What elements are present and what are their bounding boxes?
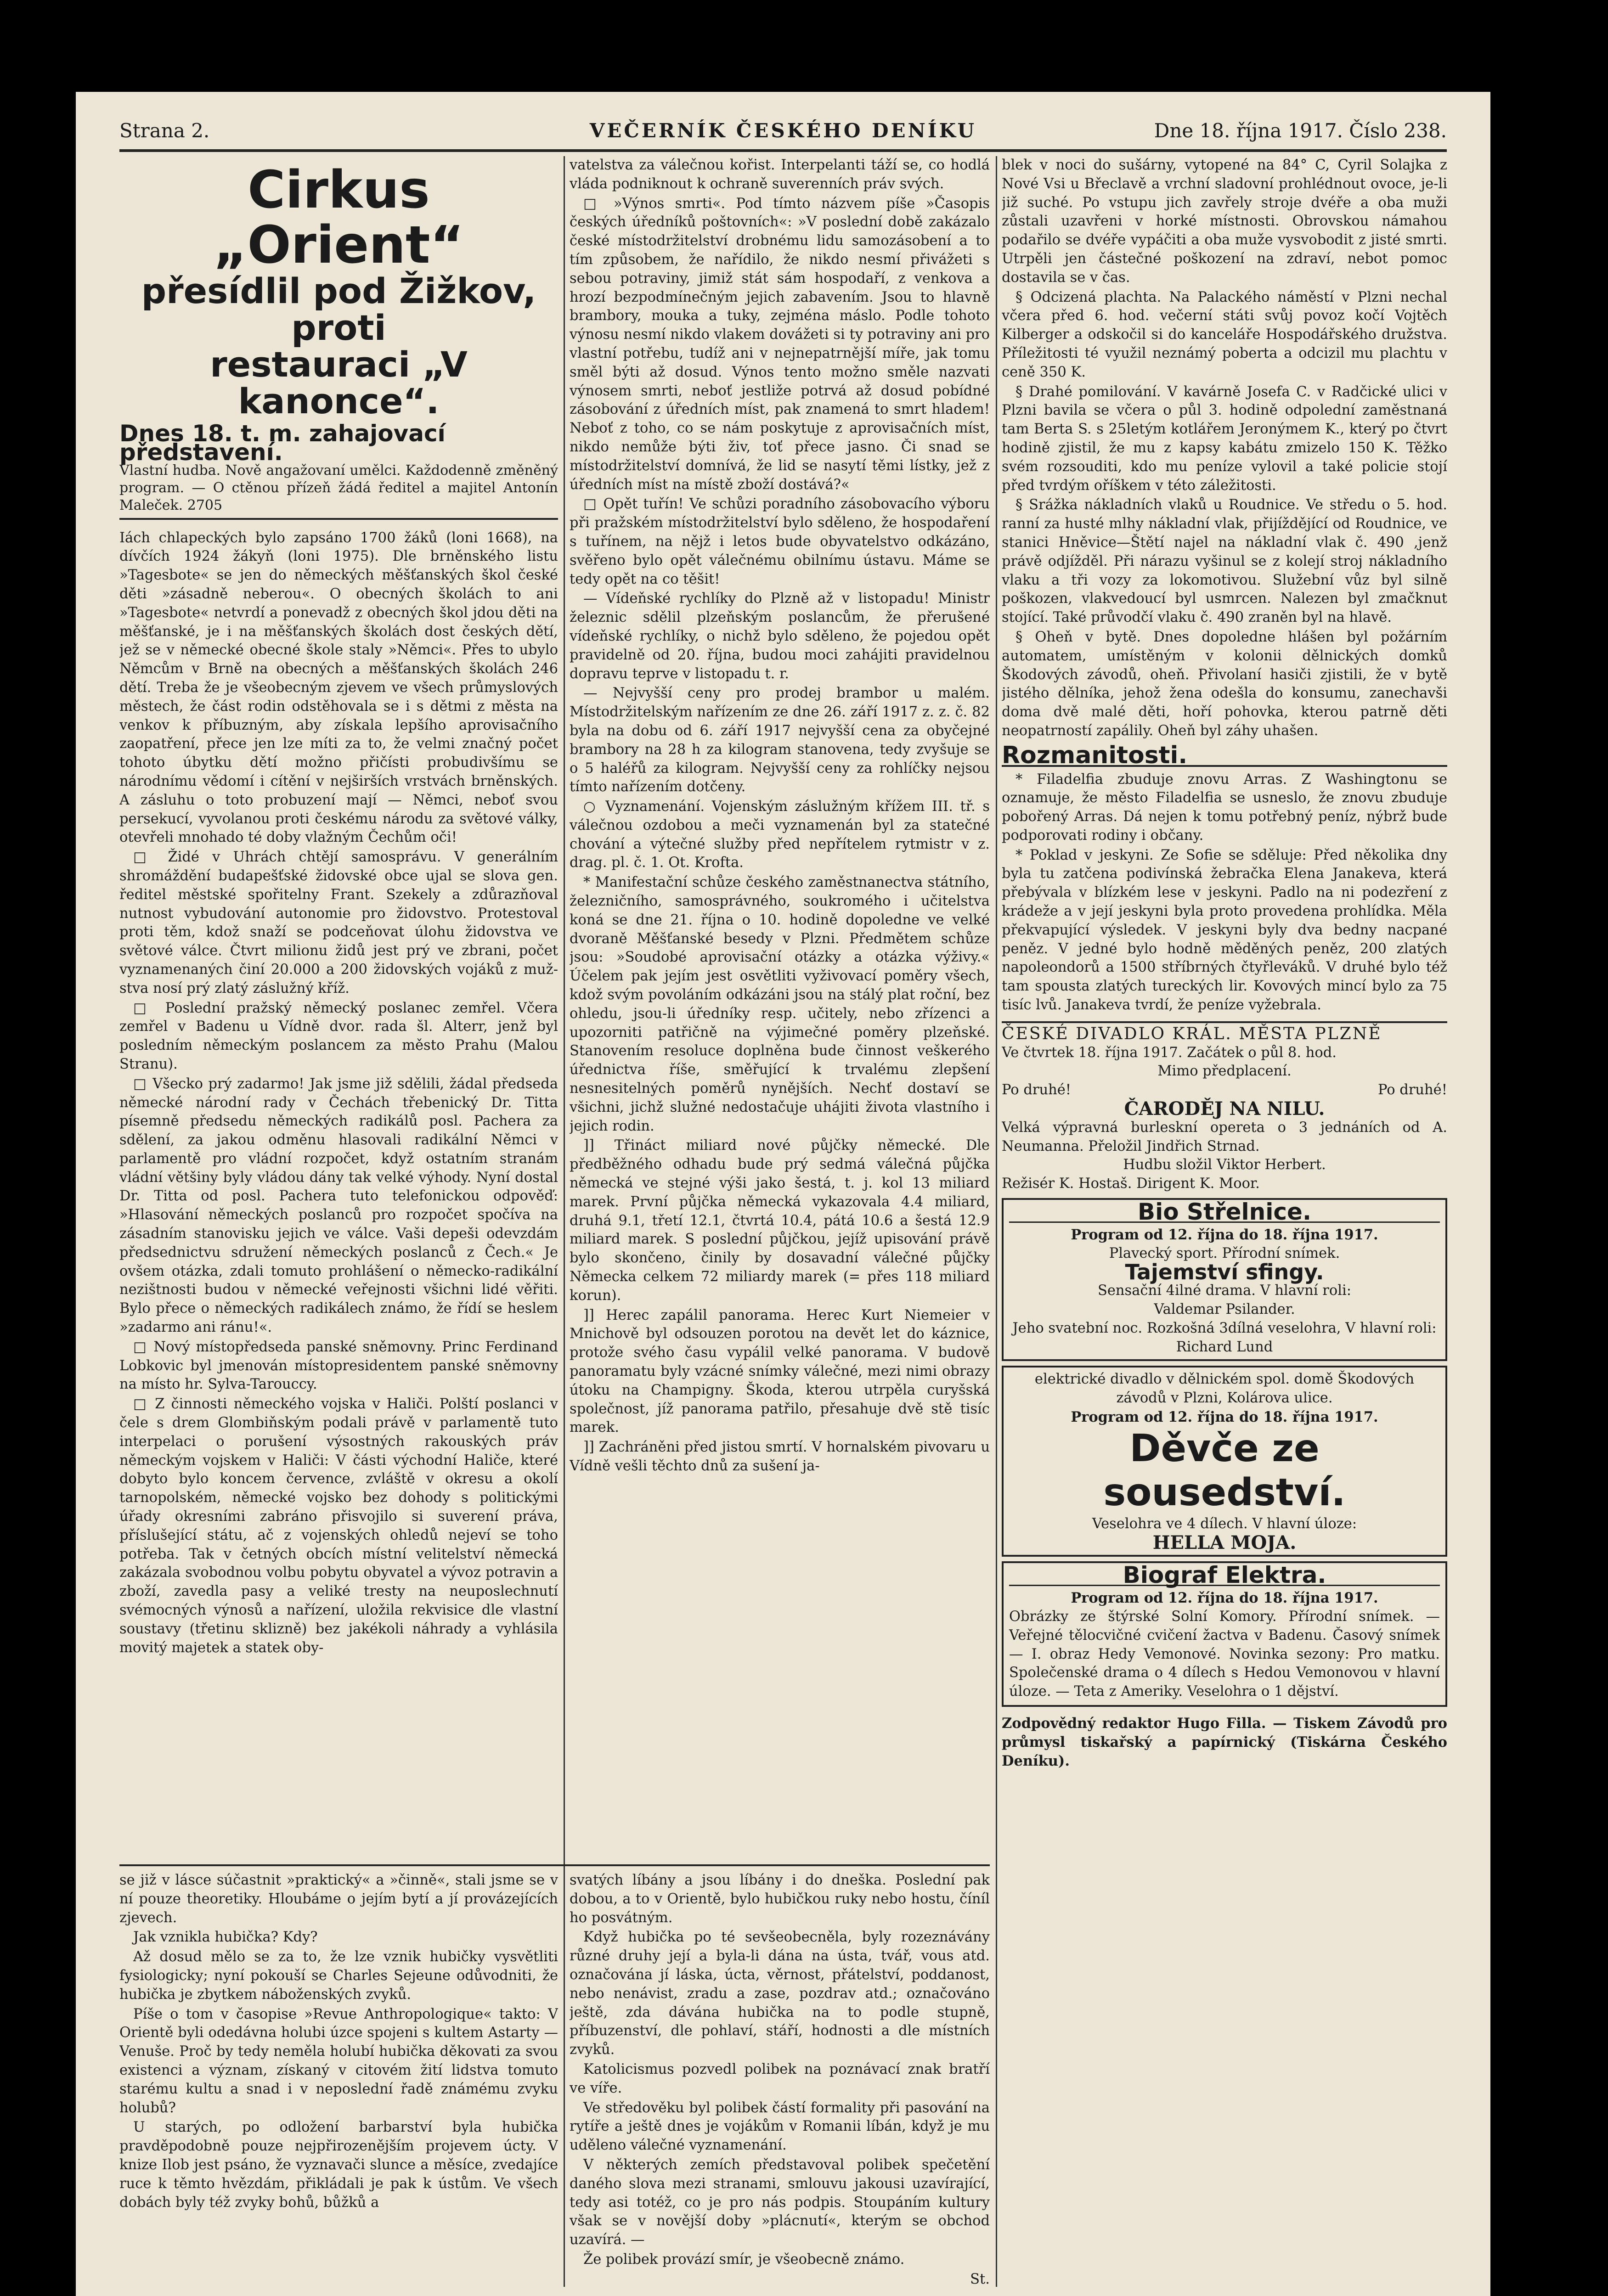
feuilleton-column-2 xyxy=(570,1871,990,2294)
bottom-section-rule xyxy=(119,1864,990,1866)
page-header xyxy=(119,117,1447,152)
column-separator xyxy=(996,156,997,2287)
article-philadelphia-arras: * Filadelfia zbuduje znovu Arras. Z Washingtonu se oznamuje, že město Filadelfia se usneslo, že znovu zbuduje pobořený Arras. Dá nejen k tomu potřebný peníz, nýbrž bude podporovati rodiny i občany. xyxy=(1002,771,1447,844)
article-fire-in-flat: § Oheň v bytě. Dnes dopoledne hlášen byl požárním automatem, umístěným v kolonii dělnických domků Škodových závodů, oheň. Přivolaní hasiči zjistili, že v bytě jistého dělníka, jehož žena odešla do konsumu, zanechavši doma dvě malé děti, hoří pohovka, kterou patrně děti neopatrností zapálily. Oheň byl záhy uhašen. xyxy=(1002,629,1447,739)
newspaper-title: VEČERNÍK ČESKÉHO DENÍKU xyxy=(589,119,977,142)
feuilleton-p11: Že polibek provází smír, je všeobecně známo. xyxy=(583,2251,905,2268)
article-german-army-galicia: □ Z činnosti německého vojska v Haliči. Polští poslanci v čele s drem Glombiňským podali právě v parlamentě tuto interpelaci o porušení výsostných rakouských práv německým vojskem v Haliči: V části východní Haliče, které dobyto bylo koncem července, zvláště v okresu a okolí tarnopolském, německé vojsko bez dohody s politickými úřady okresními zabráno přisvojilo si suverení práva, příslušející státu, ač z vojenských ohledů nejeví se toho potřeba. Tak v četných obcích místní velitelství německá zakázala svobodnou volbu pobytu obyvatel a vývoz potravin a zboží, zavedla pasy a veliké tresty na neuposlechnutí svémocných výnosů a nařízení, uložila rekvisice dle vlastní soustavy (třetinu sklizně) bez jakékoli náhrady a vyhlásila movitý majetek a statek oby- xyxy=(119,1396,558,1656)
cinema-elektra-text: Obrázky ze štýrské Solní Komory. Přírodní snímek. — Veřejné tělocvičné cvičení žactva v Badenu. Časový snímek — I. obraz Hedy Vemonové. Novinka sezony: Pro matku. Společenské drama o 4 dílech s Hedou Vemonovou v hlavní úloze. — Teta z Ameriky. Veselohra o 1 dějství. xyxy=(1009,1608,1440,1700)
article-decoration: ○ Vyznamenání. Vojenským záslužným křížem III. tř. s válečnou ozdobou a meči vyznamenán byl za statečné chování a výtečné služby před nepřítelem rytmistr v z. drag. pl. č. 1. Ot. Krofta. xyxy=(570,799,990,871)
article-drying-room: blek v noci do sušárny, vytopené na 84° C, Cyril Solajka z Nové Vsi u Břeclavě a vrchní sladovní prohlédnout ovoce, je-li již suché. Po vstupu jich zavřely stroje dvéře a oba muži zůstali uzavřeni v horké místnosti. Obrovskou námahou podařilo se dvéře vypáčiti a oba muže vysvobodit z jisté smrti. Utrpěli jen částečné poškození na zdraví, nebot pomoc dostavila se v čas. xyxy=(1002,157,1447,286)
article-saved-from-death: ]] Zachráněni před jistou smrtí. V hornalském pivovaru u Vídně vešli těchto dnů za sušení ja- xyxy=(570,1439,990,1474)
feuilleton-p2: Jak vznikla hubička? Kdy? xyxy=(133,1929,318,1946)
article-all-for-free: □ Všecko prý zadarmo! Jak jsme již sdělili, žádal předseda německé národní rady v Čechách třebenický Dr. Titta písemně předsedu německých radikálů posl. Pachera za sdělení, za jakou odměnu hlasovali radikální Němci v parlamentě pro vládní rozpočet, když ostatním stranám vládní většiny byly vládou dány tak velké výhody. Nyní dostal Dr. Titta od posl. Pachera tuto telefonickou odpověď: »Hlasování německých poslanců pro rozpočet spočíva na zásadním stanovisku jejich ve válce. Vaši depeši odevzdám předsednictvu sdružení německých poslanců z Čech.« Je ovšem otázka, zdali tomuto prohlášení o německo-radikální nezištnosti budou v německé veřejnosti všichni lidé věřiti. Bylo přece o německých radikálech známo, že řídí se heslem »zadarmo ani ránu!«. xyxy=(119,1075,558,1336)
cinema-advert-elektra xyxy=(1002,1561,1447,1707)
circus-text: Vlastní hudba. Nově angažovaní umělci. Každodenně změněný program. — O ctěnou přízeň žádá ředitel a majitel Antonín Maleček. 2705 xyxy=(119,462,558,513)
cinema-title-elektra: Biograf Elektra. xyxy=(1009,1566,1440,1586)
article-expensive-flirt: § Drahé pomilování. V kavárně Josefa C. v Radčické ulici v Plzni bavila se včera o půl 3. hodině odpolední zaměstnaná tam Berta S. s 25letým kotlářem Jeronýmem K., který po čtvrt hodině zjistil, že mu z kapsy kabátu zmizelo 150 K. Těžko svém rozsouditi, kdo mu peníze vylovil a také policie stojí před tvrdým oříškem v této záležitosti. xyxy=(1002,383,1447,494)
theatre-repeat-right: Po druhé! xyxy=(1377,1082,1447,1098)
cinema-lead-actress: HELLA MOJA. xyxy=(1152,1531,1297,1553)
cinema-line-3: Sensační 4ilné drama. V hlavní roli: xyxy=(1097,1283,1352,1299)
article-panorama-fire: ]] Herec zapálil panorama. Herec Kurt Niemeier v Mnichově byl odsouzen porotou na devět let do káznice, protože svého času vypálil velké panorama. V budově panoramatu byly vzácné snímky válečné, mezi nimi obrazy útoku na Champigny. Škoda, kterou utrpěla curyšská společnost, jíž panorama patřilo, přesahuje dvě stě tisíc marek. xyxy=(570,1307,990,1436)
circus-subtitle-1: přesídlil pod Žižkov, proti xyxy=(141,270,536,348)
column-3 xyxy=(1002,156,1447,2287)
theatre-play-title: ČARODĚJ NA NILU. xyxy=(1124,1098,1325,1120)
theatre-date: Ve čtvrtek 18. října 1917. Začátek o půl 8. hod. xyxy=(1002,1044,1337,1061)
theatre-repeat-row xyxy=(1002,1081,1447,1100)
theatre-title: ČESKÉ DIVADLO KRÁL. MĚSTA PLZNĚ xyxy=(1002,1024,1382,1043)
feuilleton-p10: V některých zemích představoval polibek spečetění daného slova mezi stranami, smlouvu jakousi uzavírající, tedy asi totéž, co je pro nás podpis. Stoupáním kultury však se v novější doby »plácnutí«, kterým se obchod uzavírá. — xyxy=(570,2156,990,2248)
cinema-feature-sphinx: Tajemství sfingy. xyxy=(1125,1260,1324,1285)
cinema-program-elektra: Program od 12. října do 18. října 1917. xyxy=(1071,1590,1378,1607)
feuilleton-p8: Katolicismus pozvedl polibek na poznávací znak bratří ve víře. xyxy=(570,2061,990,2096)
article-decree-of-death: □ »Výnos smrti«. Pod tímto názvem píše »Časopis českých úředníků poštovních«: »V poslední době zakázalo české místodržitelství drobnému lidu samozásobení a to tím způsobem, že nařídilo, že nikdo nesmí přivážeti s sebou potraviny, jimiž stát sám hospodaří, z venkova a hrozí bezpodmínečným jejich zabavením. Jsou to hlavně brambory, mouka a tuky, zejména máslo. Podle tohoto výnosu nesmí nikdo vlakem dovážeti si ty potraviny ani pro vlastní potřebu, tudíž ani v nejnepatrnější míře, jak tomu směl býti až dosud. Výnos tento možno směle nazvati výnosem smrti, neboť jestliže potrvá až dosud pobídné zásobování z úředních míst, pak znamená to smrt hladem! Neboť z toho, co se nám poskytuje z aprovisačních míst, nikdo nemůže býti živ, toť přece jasno. Či snad se místodržitelství domnívá, že lid se nasytí těmi lístky, jež z úředních míst na místě zboží dostává?« xyxy=(570,195,990,493)
cinema-title-strelnice: Bio Střelnice. xyxy=(1009,1203,1440,1223)
cinema-program-strelnice: Program od 12. října do 18. října 1917. xyxy=(1071,1226,1378,1243)
column-1 xyxy=(119,156,558,1860)
cinema-venue-skoda: elektrické divadlo v dělnickém spol. domě Škodových závodů v Plzni, Kolárova ulice. xyxy=(1034,1371,1415,1407)
section-title-miscellany: Rozmanitosti. xyxy=(1002,746,1447,767)
article-jews-hungary: □ Židé v Uhrách chtějí samosprávu. V generálním shromáždění budapešťské židovské obce ujal se slova gen. ředitel městské spořitelny Frant. Szekely a zdůrazňoval nutnost vybudování autonomie pro židovstvo. Protestoval proti těm, kdož snaží se podceňovat úlohu židovstva ve světové válce. Čtvrt milionu židů jest prý ve zbrani, počet vyznamenaných činí 20.000 a 200 židovských vojáků z mužstva nosí prý zlatý záslužný kříž. xyxy=(119,849,558,996)
cinema-line-genre: Veselohra ve 4 dílech. V hlavní úloze: xyxy=(1092,1515,1357,1532)
newspaper-page xyxy=(76,92,1490,2296)
article-vienna-express: — Vídeňské rychlíky do Plzně až v listopadu! Ministr železnic sdělil plzeňským poslancům, že přerušené vídeňské rychlíky, o nichž bylo sděleno, že pojedou opět pravidelně od 20. října, budou moci zahájiti pravidelnou dopravu teprve v listopadu t. r. xyxy=(570,591,990,682)
article-manifestation-meeting: * Manifestační schůze českého zaměstnanectva státního, železničního, samosprávného, soukromého i učitelstva koná se dne 21. října o 10. hodině dopoledne ve velké dvoraně Měšťanské besedy v Plzni. Předmětem schůze jsou: »Soudobé aprovisační otázky a otázka výživy.« Účelem pak jejím jest osvětliti vyživovací poměry všech, kdož svým povoláním odkázáni jsou na stálý plat roční, bez ohledu, jsou-li úředníky resp. učitely, nebo zřízenci a upozorniti patřičně na výjimečné poměry plzeňské. Stanovením resoluce doplněna bude činnost veškerého úřednictva říše, směřující k trvalému zlepšení nesnesitelných poměrů nynějších. Nechť dostaví se všichni, jichž služné nedostačuje uhájiti života vlastního i jejich rodin. xyxy=(570,874,990,1134)
feuilleton-p9: Ve středověku byl polibek částí formality při pasování na rytíře a ještě dnes je vojákům v Romanii líbán, když je mu uděleno válečné vyznamenání. xyxy=(570,2099,990,2154)
article-vice-president: □ Nový místopředseda panské sněmovny. Princ Ferdinand Lobkovic byl jmenován místopresidentem panské sněmovny na místo hr. Sylva-Tarouccy. xyxy=(119,1339,558,1393)
cinema-line-5: Jeho svatební noc. Rozkošná 3dílná veselohra, V hlavní roli: Richard Lund xyxy=(1012,1320,1437,1355)
column-2 xyxy=(570,156,990,1860)
theatre-subscription: Mimo předplacení. xyxy=(1157,1063,1292,1080)
theatre-advert xyxy=(1002,1021,1447,1193)
feuilleton-p5: U starých, po odložení barbarství byla hubička pravděpodobně pouze nejpřirozenějším projevem úcty. V knize Ilob jest psáno, že vyznavači slunce a měsíce, zvedajíce ruce k těmto hvězdám, přikládali je pak k ústům. Ve všech dobách byly též zvyky bohů, bůžků a xyxy=(119,2119,558,2211)
cinema-line-1: Plavecký sport. Přírodní snímek. xyxy=(1109,1245,1340,1261)
theatre-director: Režisér K. Hostaš. Dirigent K. Moor. xyxy=(1002,1176,1260,1192)
article-interpellation-end: vatelstva za válečnou kořist. Interpelanti táží se, co hodlá vláda podniknout k ochraně suverenních práv svých. xyxy=(570,157,990,192)
article-turnip: □ Opět tuřín! Ve schůzi poradního zásobovacího výboru při pražském místodržitelství bylo sděleno, že hospodaření s tuřínem, na nějž i letos bude obyvatelstvo odkázáno, svěřeno bylo opět válečnému obilnímu ústavu. Máme se tedy opět na co těšit! xyxy=(570,496,990,587)
cinema-advert-strelnice xyxy=(1002,1198,1447,1361)
feuilleton-p3: Až dosud mělo se za to, že lze vznik hubičky vysvětliti fysiologicky; nyní pokouší se Charles Sejeune odůvodniti, že hubička je zbytkem náboženských zvyků. xyxy=(119,1949,558,2003)
circus-subtitle-2: restauraci „V kanonce“. xyxy=(210,344,468,422)
article-potato-prices: — Nejvyšší ceny pro prodej brambor u malém. Místodržitelským nařízením ze dne 26. září 1917 z. z. č. 82 byla na dobu od 6. září 1917 nejvyšší cena za obyčejné brambory na 28 h za kilogram stanovena, tedy zvyšuje se o 5 haléřů za kilogram. Nejvyšší ceny za rohlíčky nejsou tímto nařízením dotčeny. xyxy=(570,685,990,795)
theatre-description: Velká výpravná burleskní opereta o 3 jednáních od A. Neumanna. Přeložil Jindřich Strnad. xyxy=(1002,1119,1447,1154)
feuilleton-p1: se již v lásce súčastnit »praktický« a »činně«, stali jsme se v ní pouze theoretiky. Hloubáme o jejím bytí a jí provázejících zjevech. xyxy=(119,1872,558,1926)
circus-advert xyxy=(119,160,558,520)
feuilleton-signature: St. xyxy=(970,2271,990,2287)
theatre-music: Hudbu složil Viktor Herbert. xyxy=(1123,1157,1326,1173)
feuilleton-p7: Když hubička po té sevšeobecněla, byly rozeznávány různé druhy její a byla-li dána na ústa, tvář, vous atd. označována jí láska, úcta, věrnost, přátelství, poddanost, nebo nenávist, zradu a zase, pozdrav atd.; označováno ještě, zda dávána hubička na to podle stupně, příbuzenství, dle pohlaví, stáří, hodnosti a dle místních zvyků. xyxy=(570,1929,990,2058)
issue-date: Dne 18. října 1917. Číslo 238. xyxy=(1154,119,1447,142)
feuilleton-column-1 xyxy=(119,1871,558,2294)
feuilleton-p6: svatých líbány a jsou líbány i do dneška. Poslední pak dobou, a to v Orientě, bylo hubičkou ruky nebo hostu, číníl ho posvátným. xyxy=(570,1872,990,1926)
article-stolen-tarp: § Odcizená plachta. Na Palackého náměstí v Plzni nechal včera před 6. hod. večerní státi svůj povoz kočí Vojtěch Kilberger a odskočil si do kanceláře Hospodářského družstva. Příležitosti té využil neznámý poberta a odcizil mu plachtu v ceně 350 K. xyxy=(1002,289,1447,380)
theatre-repeat-left: Po druhé! xyxy=(1002,1082,1072,1098)
page-number: Strana 2. xyxy=(119,119,210,142)
column-separator xyxy=(564,156,565,2287)
cinema-advert-skoda xyxy=(1002,1366,1447,1557)
imprint: Zodpovědný redaktor Hugo Filla. — Tiskem Závodů pro průmysl tiskařský a papírnický (Tiskárna Českého Deníku). xyxy=(1002,1715,1447,1769)
cinema-feature-girl: Děvče ze sousedství. xyxy=(1103,1426,1346,1514)
cinema-line-4: Valdemar Psilander. xyxy=(1154,1301,1295,1318)
article-last-deputy: □ Poslední pražský německý poslanec zemřel. Včera zemřel v Badenu u Vídně dvor. rada šl. Alterr, jenž byl posledním německým poslancem za město Prahu (Malou Stranu). xyxy=(119,1000,558,1072)
feuilleton-p4: Píše o tom v časopise »Revue Anthropologique« takto: V Orientě byli odedávna holubi úzce spojeni s kultem Astarty — Venuše. Proč by tedy neměla holubí hubička děkovati za svou existenci a význam, získaný v citovém žití lidstva tomuto starému kultu a snad i v neposlední řadě známému zvyku holubů? xyxy=(119,2006,558,2116)
circus-title: Cirkus „Orient“ xyxy=(213,160,464,275)
cinema-program-skoda: Program od 12. října do 18. října 1917. xyxy=(1071,1409,1378,1425)
article-german-loan: ]] Třináct miliard nové půjčky německé. Dle předběžného odhadu bude prý sedmá válečná půjčka německá ve stejné výši jako šestá, t. j. kol 13 miliard marek. První půjčka německá vykazovala 4.4 miliard, druhá 9.1, třetí 12.1, čtvrtá 10.4, pátá 10.6 a šestá 12.9 miliard marek. S poslední půjčkou, jejíž upisování právě bylo skončeno, činily by dosavadní válečné půjčky Německa celkem 72 miliardy marek (= přes 118 miliard korun). xyxy=(570,1137,990,1304)
article-cave-treasure: * Poklad v jeskyni. Ze Sofie se sděluje: Před několika dny byla tu zatčena podivínská žebračka Elena Janakeva, která přebývala v blízkém lese v jeskyni. Padlo na ni podezření z krádeže a v její jeskyni byla proto provedena prohlídka. Měla překvapující výsledek. V jeskyni byly dva bedny nacpané peněz. V jedné bylo hodně měděných peněz, 200 zlatých napoleondorů a 1500 stříbrných čtyřleváků. V druhé bylo též tam spousta zlatých tureckých lir. Kovových mincí bylo za 75 tisíc lvů. Janakeva tvrdí, že peníze vyžebrala. xyxy=(1002,847,1447,1013)
article-brno-schools: Iách chlapeckých bylo zapsáno 1700 žáků (loni 1668), na dívčích 1924 žákyň (loni 1975). Dle brněnského listu »Tagesbote« se jen do německých měšťanských škol české děti »zásadně neberou«. O obecných školách to ani »Tagesbote« netvrdí a ponevadž z obecných škol jdou děti na měšťanské, je i na měšťanských školách dost českých dětí, jež se v německé obecné škole staly »Němci«. Přes to ubylo Němcům v Brně na obecných a měšťanských školách 246 dětí. Treba že je všeobecným zjevem ve všech průmyslových městech, že část rodin odstěhovala se i s dětmi z města na venkov k příbuzným, aby získala lepšího aprovisačního zaopatření, přece jen lze míti za to, že velmi značný počet tohoto úbytku dětí možno přičísti probudivšímu se národnímu vědomí i cítění v nejširších vrstvách brněnských. A zásluhu o toto probuzení mají — Němci, neboť svou persekucí, vyvolanou proti českému národu za světové války, otevřeli mnohado té doby vlažným Čechům oči! xyxy=(119,529,558,846)
article-train-collision: § Srážka nákladních vlaků u Roudnice. Ve středu o 5. hod. ranní za husté mlhy nákladní vlak, přijíždějící od Roudnice, ve stanici Hněvice—Štětí najel na nákladní vlak č. 490 ,jenž právě odjížděl. Při nárazu vyšinul se z kolejí stroj nákladního vlaku a tři vozy za lokomotivou. Služební vůz byl silně poškozen, vlakvedoucí byl usmrcen. Nalezen byl zmačknut stojící. Také průvodčí vlaku č. 490 zraněn byl na hlavě. xyxy=(1002,497,1447,626)
circus-today: Dnes 18. t. m. zahajovací představení. xyxy=(119,420,446,466)
